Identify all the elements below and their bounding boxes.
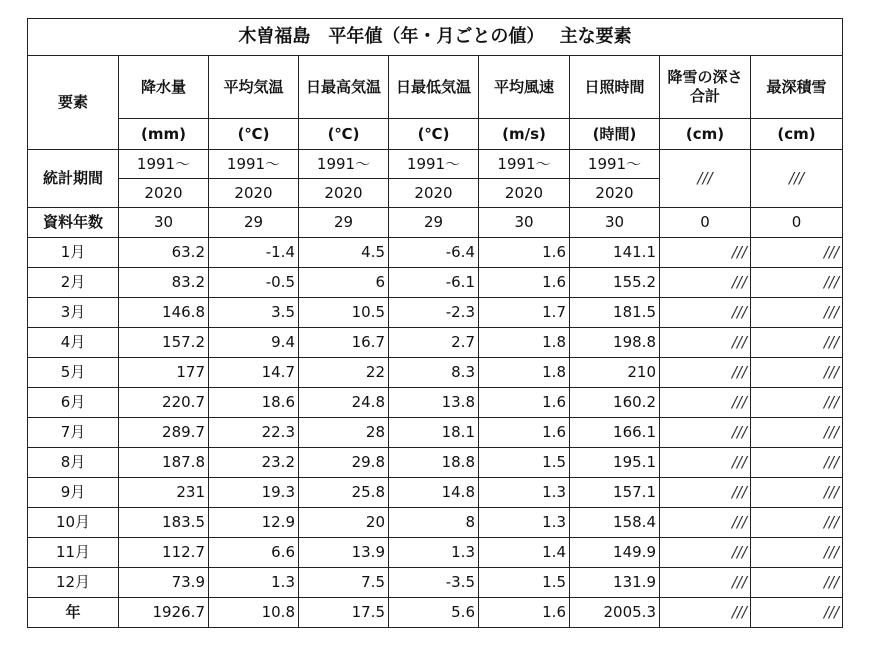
- unit-max-temp: (℃): [299, 119, 389, 150]
- table-cell: ///: [751, 478, 843, 508]
- table-cell: 157.2: [119, 328, 209, 358]
- table-cell: 181.5: [570, 298, 660, 328]
- years-value: 29: [209, 208, 299, 238]
- table-cell: 23.2: [209, 448, 299, 478]
- years-value: 29: [389, 208, 479, 238]
- header-element: 要素: [28, 56, 119, 150]
- title-row: [28, 19, 843, 56]
- period-start: 1991～: [299, 150, 389, 179]
- table-cell: -6.4: [389, 238, 479, 268]
- table-cell: ///: [660, 238, 751, 268]
- header-max-temp: 日最高気温: [299, 56, 389, 119]
- table-cell: 10.8: [209, 598, 299, 628]
- table-cell: ///: [660, 598, 751, 628]
- table-cell: 8.3: [389, 358, 479, 388]
- period-end: 2020: [479, 179, 570, 208]
- table-cell: 8: [389, 508, 479, 538]
- table-cell: 12.9: [209, 508, 299, 538]
- table-cell: 149.9: [570, 538, 660, 568]
- table-cell: 3.5: [209, 298, 299, 328]
- header-sunshine: 日照時間: [570, 56, 660, 119]
- table-cell: 231: [119, 478, 209, 508]
- table-cell: 1.6: [479, 388, 570, 418]
- table-cell: ///: [660, 358, 751, 388]
- table-row: [28, 418, 843, 448]
- period-row-start: [28, 150, 843, 179]
- table-cell: 28: [299, 418, 389, 448]
- table-cell: 1.8: [479, 358, 570, 388]
- period-na: ///: [660, 150, 751, 208]
- table-row-label: 7月: [28, 418, 119, 448]
- table-cell: 155.2: [570, 268, 660, 298]
- table-cell: 6: [299, 268, 389, 298]
- table-cell: 73.9: [119, 568, 209, 598]
- table-cell: 14.8: [389, 478, 479, 508]
- table-cell: ///: [751, 388, 843, 418]
- table-row: [28, 298, 843, 328]
- years-label: 資料年数: [28, 208, 119, 238]
- table-row-label: 8月: [28, 448, 119, 478]
- table-cell: 18.1: [389, 418, 479, 448]
- table-row-label: 11月: [28, 538, 119, 568]
- period-end: 2020: [119, 179, 209, 208]
- table-cell: ///: [660, 568, 751, 598]
- table-row: [28, 238, 843, 268]
- table-cell: 141.1: [570, 238, 660, 268]
- table-cell: 210: [570, 358, 660, 388]
- table-row-label: 2月: [28, 268, 119, 298]
- table-row: [28, 568, 843, 598]
- header-precipitation: 降水量: [119, 56, 209, 119]
- header-min-temp: 日最低気温: [389, 56, 479, 119]
- table-cell: 1.4: [479, 538, 570, 568]
- table-cell: -0.5: [209, 268, 299, 298]
- table-cell: 1.3: [389, 538, 479, 568]
- table-row: [28, 328, 843, 358]
- unit-snowfall-total: (cm): [660, 119, 751, 150]
- table-cell: 22.3: [209, 418, 299, 448]
- table-cell: ///: [660, 508, 751, 538]
- unit-mean-temp: (℃): [209, 119, 299, 150]
- table-row-label: 1月: [28, 238, 119, 268]
- years-value: 0: [660, 208, 751, 238]
- table-cell: 131.9: [570, 568, 660, 598]
- years-row: [28, 208, 843, 238]
- table-cell: 158.4: [570, 508, 660, 538]
- climate-normals-table: [27, 18, 843, 628]
- table-cell: 166.1: [570, 418, 660, 448]
- table-title: 木曽福島 平年値（年・月ごとの値） 主な要素: [28, 19, 843, 56]
- table-row: [28, 448, 843, 478]
- header-mean-temp: 平均気温: [209, 56, 299, 119]
- table-cell: ///: [751, 538, 843, 568]
- period-start: 1991～: [479, 150, 570, 179]
- table-cell: 5.6: [389, 598, 479, 628]
- table-cell: 1.8: [479, 328, 570, 358]
- table-row-label: 4月: [28, 328, 119, 358]
- table-cell: -2.3: [389, 298, 479, 328]
- table-cell: 1.5: [479, 568, 570, 598]
- table-cell: ///: [751, 298, 843, 328]
- table-cell: 83.2: [119, 268, 209, 298]
- table-cell: 1.5: [479, 448, 570, 478]
- table-cell: 63.2: [119, 238, 209, 268]
- table-cell: 177: [119, 358, 209, 388]
- table-cell: 1.7: [479, 298, 570, 328]
- years-value: 30: [479, 208, 570, 238]
- period-label: 統計期間: [28, 150, 119, 208]
- table-cell: 9.4: [209, 328, 299, 358]
- years-value: 0: [751, 208, 843, 238]
- header-wind-speed: 平均風速: [479, 56, 570, 119]
- table-cell: 13.8: [389, 388, 479, 418]
- annual-row: [28, 598, 843, 628]
- table-cell: ///: [751, 358, 843, 388]
- annual-row-label: 年: [28, 598, 119, 628]
- table-cell: -6.1: [389, 268, 479, 298]
- table-cell: 24.8: [299, 388, 389, 418]
- table-cell: 1.3: [479, 508, 570, 538]
- table-row-label: 9月: [28, 478, 119, 508]
- unit-wind-speed: (m/s): [479, 119, 570, 150]
- table-cell: ///: [660, 388, 751, 418]
- period-end: 2020: [570, 179, 660, 208]
- table-cell: ///: [751, 418, 843, 448]
- table-cell: 18.6: [209, 388, 299, 418]
- table-cell: 1.6: [479, 418, 570, 448]
- table-row: [28, 388, 843, 418]
- table-cell: ///: [751, 238, 843, 268]
- table-cell: 18.8: [389, 448, 479, 478]
- unit-sunshine: (時間): [570, 119, 660, 150]
- table-row-label: 12月: [28, 568, 119, 598]
- table-cell: ///: [751, 508, 843, 538]
- table-cell: ///: [660, 448, 751, 478]
- table-cell: 1926.7: [119, 598, 209, 628]
- header-max-snow-depth: 最深積雪: [751, 56, 843, 119]
- table-cell: 289.7: [119, 418, 209, 448]
- table-cell: 19.3: [209, 478, 299, 508]
- table-cell: ///: [751, 598, 843, 628]
- table-cell: 1.6: [479, 598, 570, 628]
- table-cell: 29.8: [299, 448, 389, 478]
- period-end: 2020: [389, 179, 479, 208]
- table-cell: 1.6: [479, 268, 570, 298]
- table-row: [28, 508, 843, 538]
- table-cell: 25.8: [299, 478, 389, 508]
- table-cell: ///: [660, 538, 751, 568]
- period-start: 1991～: [209, 150, 299, 179]
- period-na: ///: [751, 150, 843, 208]
- table-cell: 10.5: [299, 298, 389, 328]
- period-start: 1991～: [119, 150, 209, 179]
- table-cell: 160.2: [570, 388, 660, 418]
- table-cell: 14.7: [209, 358, 299, 388]
- table-row-label: 6月: [28, 388, 119, 418]
- table-row-label: 3月: [28, 298, 119, 328]
- table-cell: 4.5: [299, 238, 389, 268]
- header-row: [28, 56, 843, 119]
- table-cell: 17.5: [299, 598, 389, 628]
- table-cell: 220.7: [119, 388, 209, 418]
- table-cell: ///: [660, 268, 751, 298]
- period-end: 2020: [209, 179, 299, 208]
- table-row-label: 10月: [28, 508, 119, 538]
- years-value: 30: [570, 208, 660, 238]
- table-cell: 112.7: [119, 538, 209, 568]
- unit-max-snow-depth: (cm): [751, 119, 843, 150]
- table-cell: ///: [660, 298, 751, 328]
- table-cell: 187.8: [119, 448, 209, 478]
- table-cell: ///: [751, 568, 843, 598]
- table-cell: ///: [660, 478, 751, 508]
- table-cell: 1.6: [479, 238, 570, 268]
- period-start: 1991～: [389, 150, 479, 179]
- years-value: 30: [119, 208, 209, 238]
- period-start: 1991～: [570, 150, 660, 179]
- table-cell: ///: [660, 418, 751, 448]
- table-cell: 195.1: [570, 448, 660, 478]
- table-cell: 13.9: [299, 538, 389, 568]
- table-cell: 157.1: [570, 478, 660, 508]
- table-cell: ///: [751, 328, 843, 358]
- unit-row: [28, 119, 843, 150]
- table-cell: 2.7: [389, 328, 479, 358]
- table-cell: 1.3: [479, 478, 570, 508]
- table-row-label: 5月: [28, 358, 119, 388]
- table-cell: 16.7: [299, 328, 389, 358]
- table-cell: 20: [299, 508, 389, 538]
- table-row: [28, 478, 843, 508]
- table-cell: 183.5: [119, 508, 209, 538]
- table-cell: 7.5: [299, 568, 389, 598]
- period-end: 2020: [299, 179, 389, 208]
- table-row: [28, 268, 843, 298]
- table-row: [28, 538, 843, 568]
- unit-min-temp: (℃): [389, 119, 479, 150]
- table-cell: ///: [751, 268, 843, 298]
- table-cell: 198.8: [570, 328, 660, 358]
- table-cell: 2005.3: [570, 598, 660, 628]
- table-row: [28, 358, 843, 388]
- unit-precipitation: (mm): [119, 119, 209, 150]
- years-value: 29: [299, 208, 389, 238]
- table-cell: ///: [660, 328, 751, 358]
- table-cell: 146.8: [119, 298, 209, 328]
- table-cell: 22: [299, 358, 389, 388]
- table-cell: ///: [751, 448, 843, 478]
- table-cell: 1.3: [209, 568, 299, 598]
- table-cell: -3.5: [389, 568, 479, 598]
- table-cell: -1.4: [209, 238, 299, 268]
- header-snowfall-total: 降雪の深さ合計: [660, 56, 751, 119]
- table-cell: 6.6: [209, 538, 299, 568]
